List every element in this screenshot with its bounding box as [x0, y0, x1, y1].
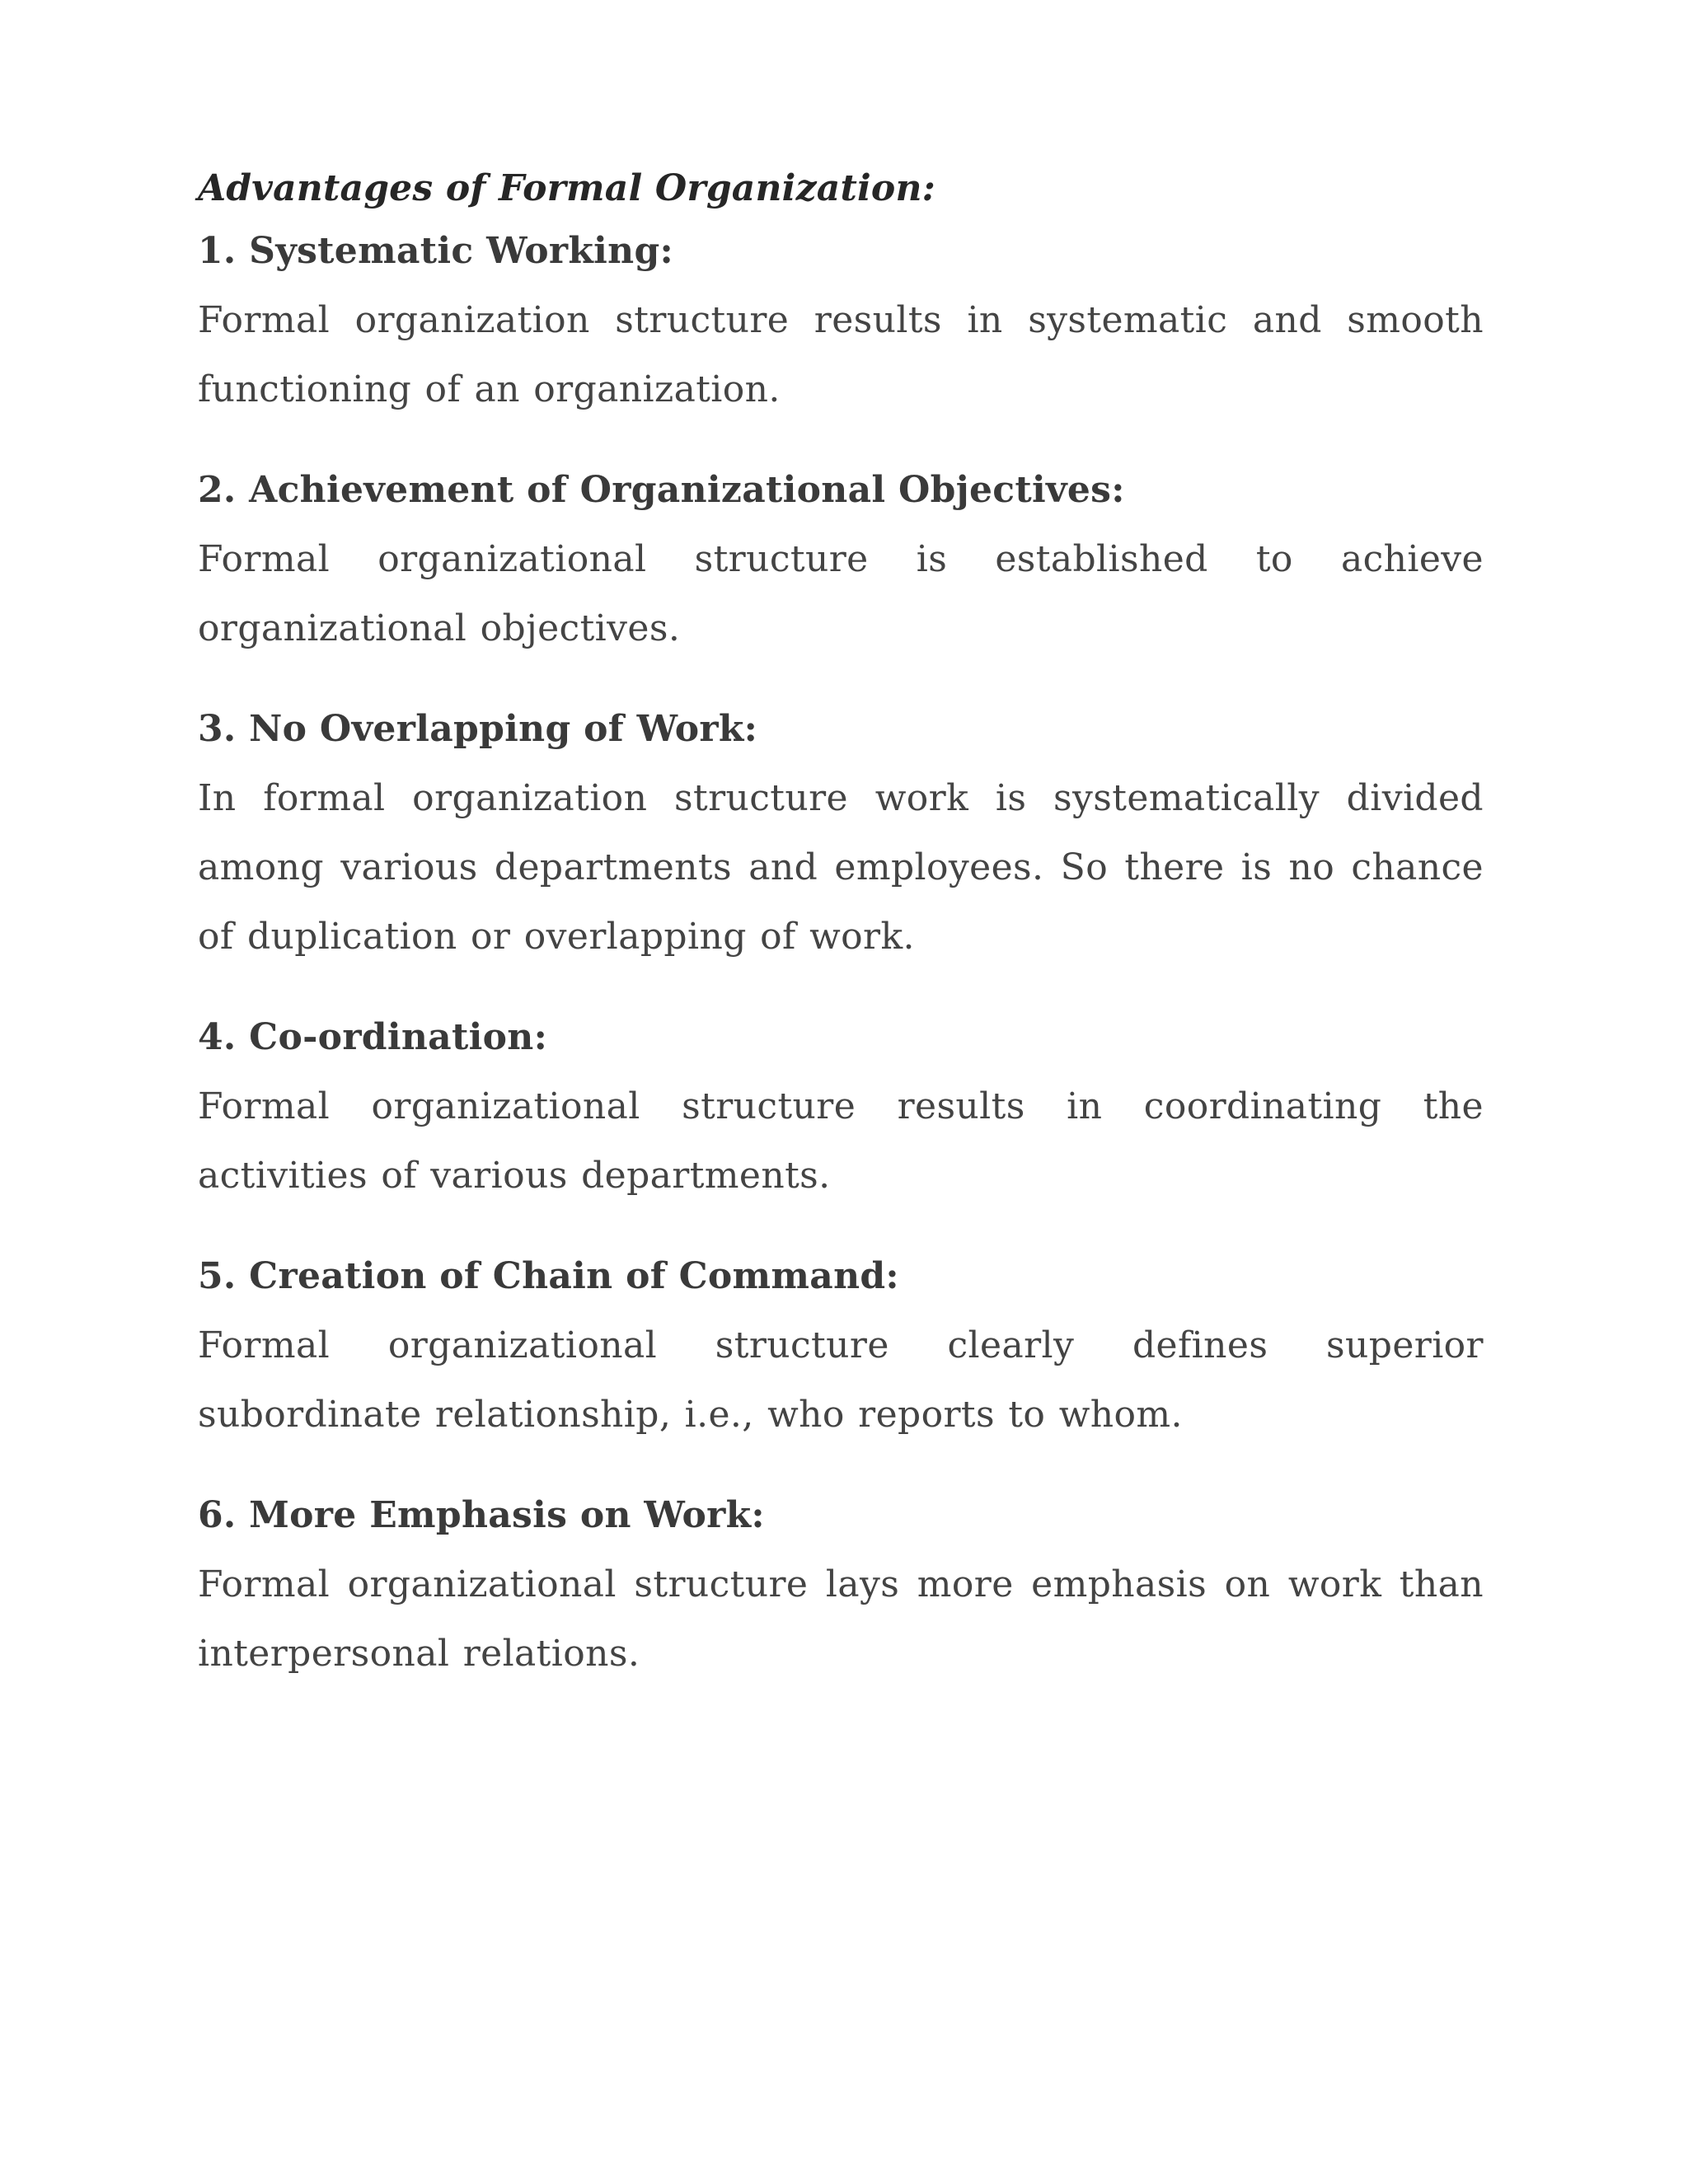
section-heading: 5. Creation of Chain of Command:	[198, 1255, 899, 1297]
section-no-overlapping-of-work	[198, 695, 1484, 972]
document-content	[198, 161, 1484, 1720]
section-body: Formal organizational structure clearly defines superior subordinate relationship, i.e., who reports to whom.	[198, 1324, 1484, 1436]
document-title: Advantages of Formal Organization:	[198, 167, 936, 209]
section-heading: 3. No Overlapping of Work:	[198, 708, 758, 750]
section-body: Formal organizational structure results in coordinating the activities of various departments.	[198, 1085, 1484, 1197]
section-chain-of-command	[198, 1242, 1484, 1450]
section-co-ordination	[198, 1003, 1484, 1211]
section-heading: 1. Systematic Working:	[198, 230, 674, 272]
section-systematic-working	[198, 217, 1484, 424]
section-body: Formal organizational structure lays more emphasis on work than interpersonal relations.	[198, 1563, 1484, 1675]
section-heading: 2. Achievement of Organizational Objectives:	[198, 469, 1125, 511]
section-body: In formal organization structure work is systematically divided among various departments and employees. So there is no chance of duplication or overlapping of work.	[198, 777, 1484, 958]
section-achievement-of-objectives	[198, 456, 1484, 663]
section-heading: 6. More Emphasis on Work:	[198, 1494, 765, 1536]
section-emphasis-on-work	[198, 1481, 1484, 1689]
section-body: Formal organization structure results in systematic and smooth functioning of an organization.	[198, 299, 1484, 410]
section-body: Formal organizational structure is established to achieve organizational objectives.	[198, 538, 1484, 649]
section-heading: 4. Co-ordination:	[198, 1016, 548, 1058]
